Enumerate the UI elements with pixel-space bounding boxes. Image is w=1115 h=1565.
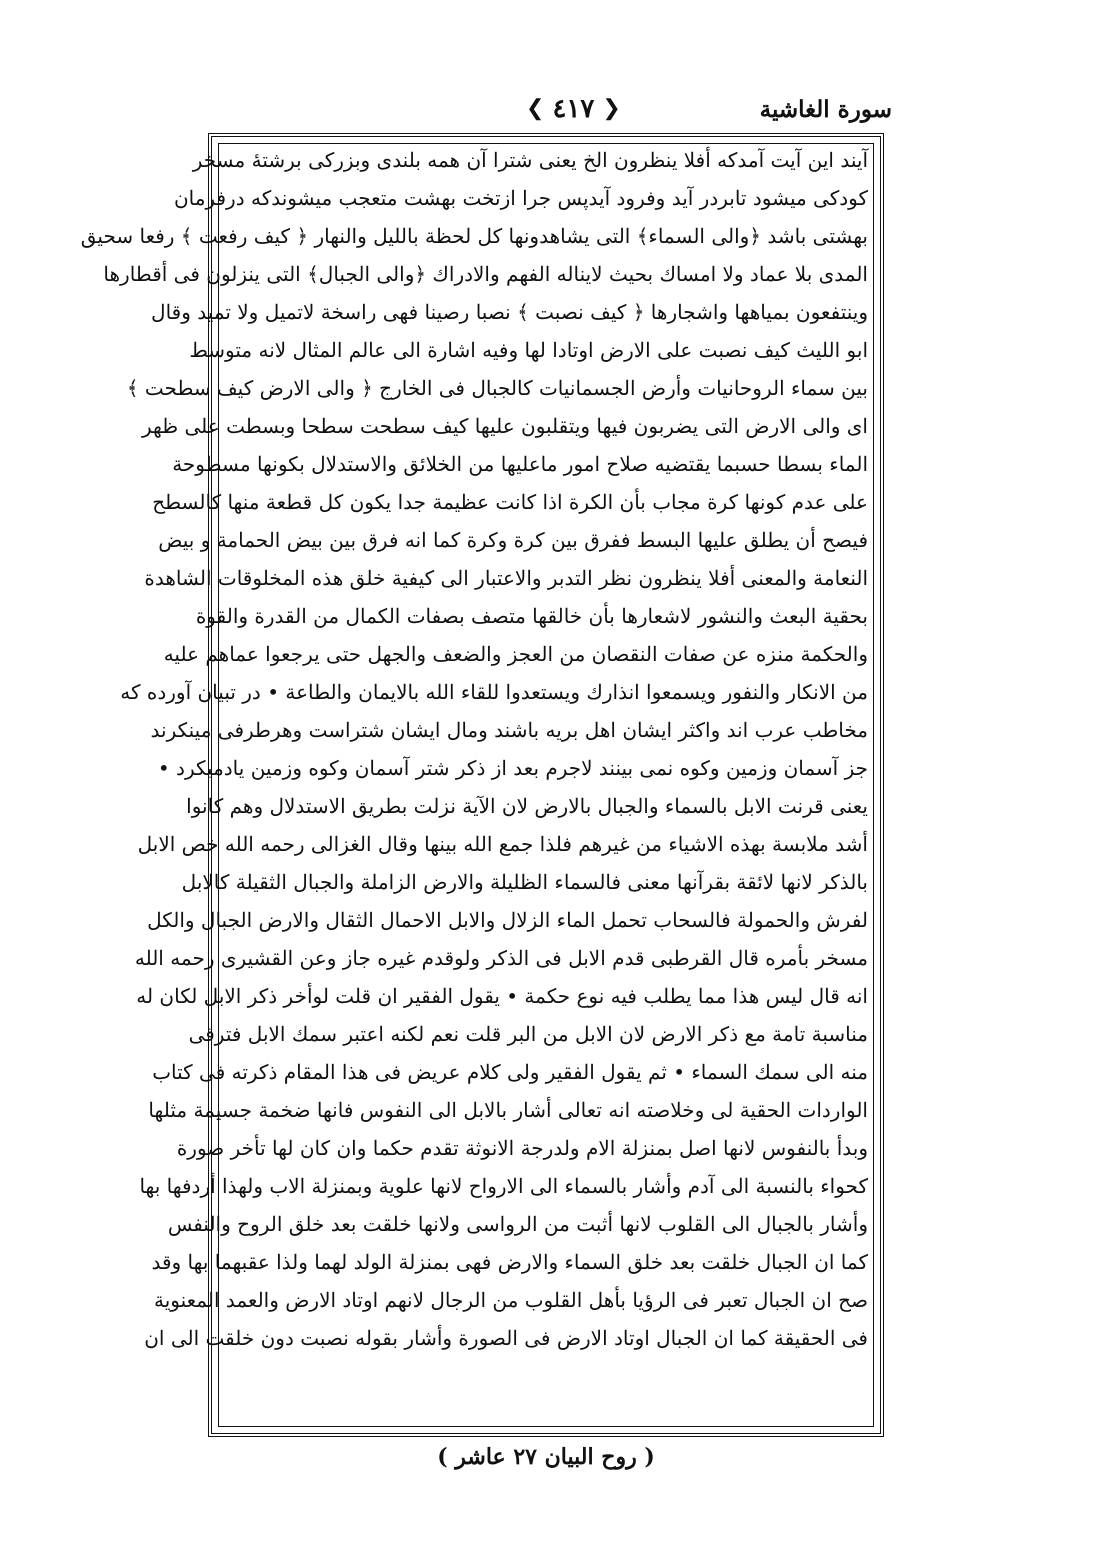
text-line: بهشتى باشد ﴿والى السماء﴾ التى يشاهدونها كل لحظة بالليل والنهار ﴿ كيف رفعت ﴾ رفعا سحيق: [80, 224, 868, 248]
body-text: [80, 141, 868, 1357]
text-line: لفرش والحمولة فالسحاب تحمل الماء الزلال والابل الاحمال الثقال والارض الجبال والكل: [147, 908, 868, 932]
text-line: بين سماء الروحانيات وأرض الجسمانيات كالجبال فى الخارج ﴿ والى الارض كيف سطحت ﴾: [126, 376, 868, 400]
text-line: المدى بلا عماد ولا امساك بحيث لايناله الفهم والادراك ﴿والى الجبال﴾ التى ينزلون فى أقطارها: [103, 262, 868, 286]
text-line: وينتفعون بمياهها واشجارها ﴿ كيف نصبت ﴾ نصبا رصينا فهى راسخة لاتميل ولا تميد وقال: [151, 300, 868, 324]
surah-title: سورة الغاشية: [759, 96, 892, 123]
text-line: الواردات الحقية لى وخلاصته انه تعالى أشار بالابل الى النفوس فانها ضخمة جسيمة مثلها: [148, 1098, 868, 1122]
page-number: ٤١٧: [552, 94, 595, 124]
text-line: اى والى الارض التى يضربون فيها ويتقلبون عليها كيف سطحت سطحا وبسطت على ظهر: [141, 414, 868, 438]
text-line: على عدم كونها كرة مجاب بأن الكرة اذا كانت عظيمة جدا يكون كل قطعة منها كالسطح: [152, 490, 868, 514]
text-line: كودكى ميشود تابردر آيد وفرود آيدپس جرا ازتخت بهشت متعجب ميشوندكه درفرمان: [173, 186, 868, 210]
text-line: ابو الليث كيف نصبت على الارض اوتادا لها وفيه اشارة الى عالم المثال لانه متوسط: [189, 338, 868, 362]
text-line: مخاطب عرب اند واكثر ايشان اهل بريه باشند ومال ايشان شتراست وهرطرفى مينكرند: [150, 718, 868, 742]
text-line: صح ان الجبال تعبر فى الرؤيا بأهل القلوب من الرجال لانهم اوتاد الارض والعمد المعنوية: [153, 1288, 868, 1312]
text-line: فى الحقيقة كما ان الجبال اوتاد الارض فى الصورة وأشار بقوله نصبت دون خلقت الى ان: [144, 1326, 868, 1350]
text-line: منه الى سمك السماء • ثم يقول الفقير ولى كلام عريض فى هذا المقام ذكرته فى كتاب: [152, 1060, 868, 1084]
text-line: بحقية البعث والنشور لاشعارها بأن خالقها متصف بصفات الكمال من القدرة والقوة: [195, 604, 868, 628]
text-line: والحكمة منزه عن صفات النقصان من العجز والضعف والجهل حتى يرجعوا عماهم عليه: [163, 642, 868, 666]
text-line: فيصح أن يطلق عليها البسط ففرق بين كرة وكرة كما انه فرق بين بيض الحمامة و بيض: [158, 528, 868, 552]
page-number-box: [522, 92, 625, 126]
text-line: جز آسمان وزمين وكوه نمى بينند لاجرم بعد از ذكر شتر آسمان وكوه وزمين يادميكرد •: [157, 756, 868, 780]
text-line: وبدأ بالنفوس لانها اصل بمنزلة الام ولدرجة الانوثة تقدم حكما وان كان لها تأخر صورة: [176, 1136, 868, 1160]
text-line: يعنى قرنت الابل بالسماء والجبال بالارض لان الآية نزلت بطريق الاستدلال وهم كانوا: [186, 794, 868, 818]
text-line: النعامة والمعنى أفلا ينظرون نظر التدبر والاعتبار الى كيفية خلق هذه المخلوقات الشاهدة: [144, 566, 868, 590]
footer-signature: ( روح البيان ٢٧ عاشر ): [437, 1444, 655, 1470]
text-line: بالذكر لانها لائقة بقرآنها معنى فالسماء الظليلة والارض الزاملة والجبال الثقيلة كالابل: [181, 870, 868, 894]
ornament-right-icon: ❯: [602, 96, 621, 121]
text-line: الماء بسطا حسبما يقتضيه صلاح امور ماعليها من الخلائق والاستدلال بكونها مسطوحة: [172, 452, 868, 476]
text-line: انه قال ليس هذا مما يطلب فيه نوع حكمة • يقول الفقير ان قلت لوأخر ذكر الابل لكان له: [136, 984, 868, 1008]
text-line: من الانكار والنفور ويسمعوا انذارك ويستعدوا للقاء الله بالايمان والطاعة • در تبيان آورده كه: [120, 680, 868, 704]
text-line: مناسبة تامة مع ذكر الارض لان الابل من البر قلت نعم لكنه اعتبر سمك الابل فترقى: [188, 1022, 868, 1046]
text-line: أشد ملابسة بهذه الاشياء من غيرهم فلذا جمع الله بينها وقال الغزالى رحمه الله خص الابل: [137, 832, 868, 856]
text-line: وأشار بالجبال الى القلوب لانها أثبت من الرواسى ولانها خلقت بعد خلق الروح والنفس: [167, 1212, 868, 1236]
text-line: آيند اين آيت آمدكه أفلا ينظرون الخ يعنى شترا آن همه بلندى وبزركى برشتهٔ مسخر: [192, 148, 868, 172]
text-line: كحواء بالنسبة الى آدم وأشار بالسماء الى الارواح لانها علوية وبمنزلة الاب ولهذا أردفها بها: [139, 1174, 868, 1198]
text-line: مسخر بأمره قال القرطبى قدم الابل فى الذكر ولوقدم غيره جاز وعن القشيرى رحمه الله: [134, 946, 868, 970]
page-header: [212, 92, 892, 132]
text-line: كما ان الجبال خلقت بعد خلق السماء والارض فهى بمنزلة الولد لهما ولذا عقبهما بها وقد: [151, 1250, 868, 1274]
ornament-left-icon: ❮: [526, 96, 545, 121]
